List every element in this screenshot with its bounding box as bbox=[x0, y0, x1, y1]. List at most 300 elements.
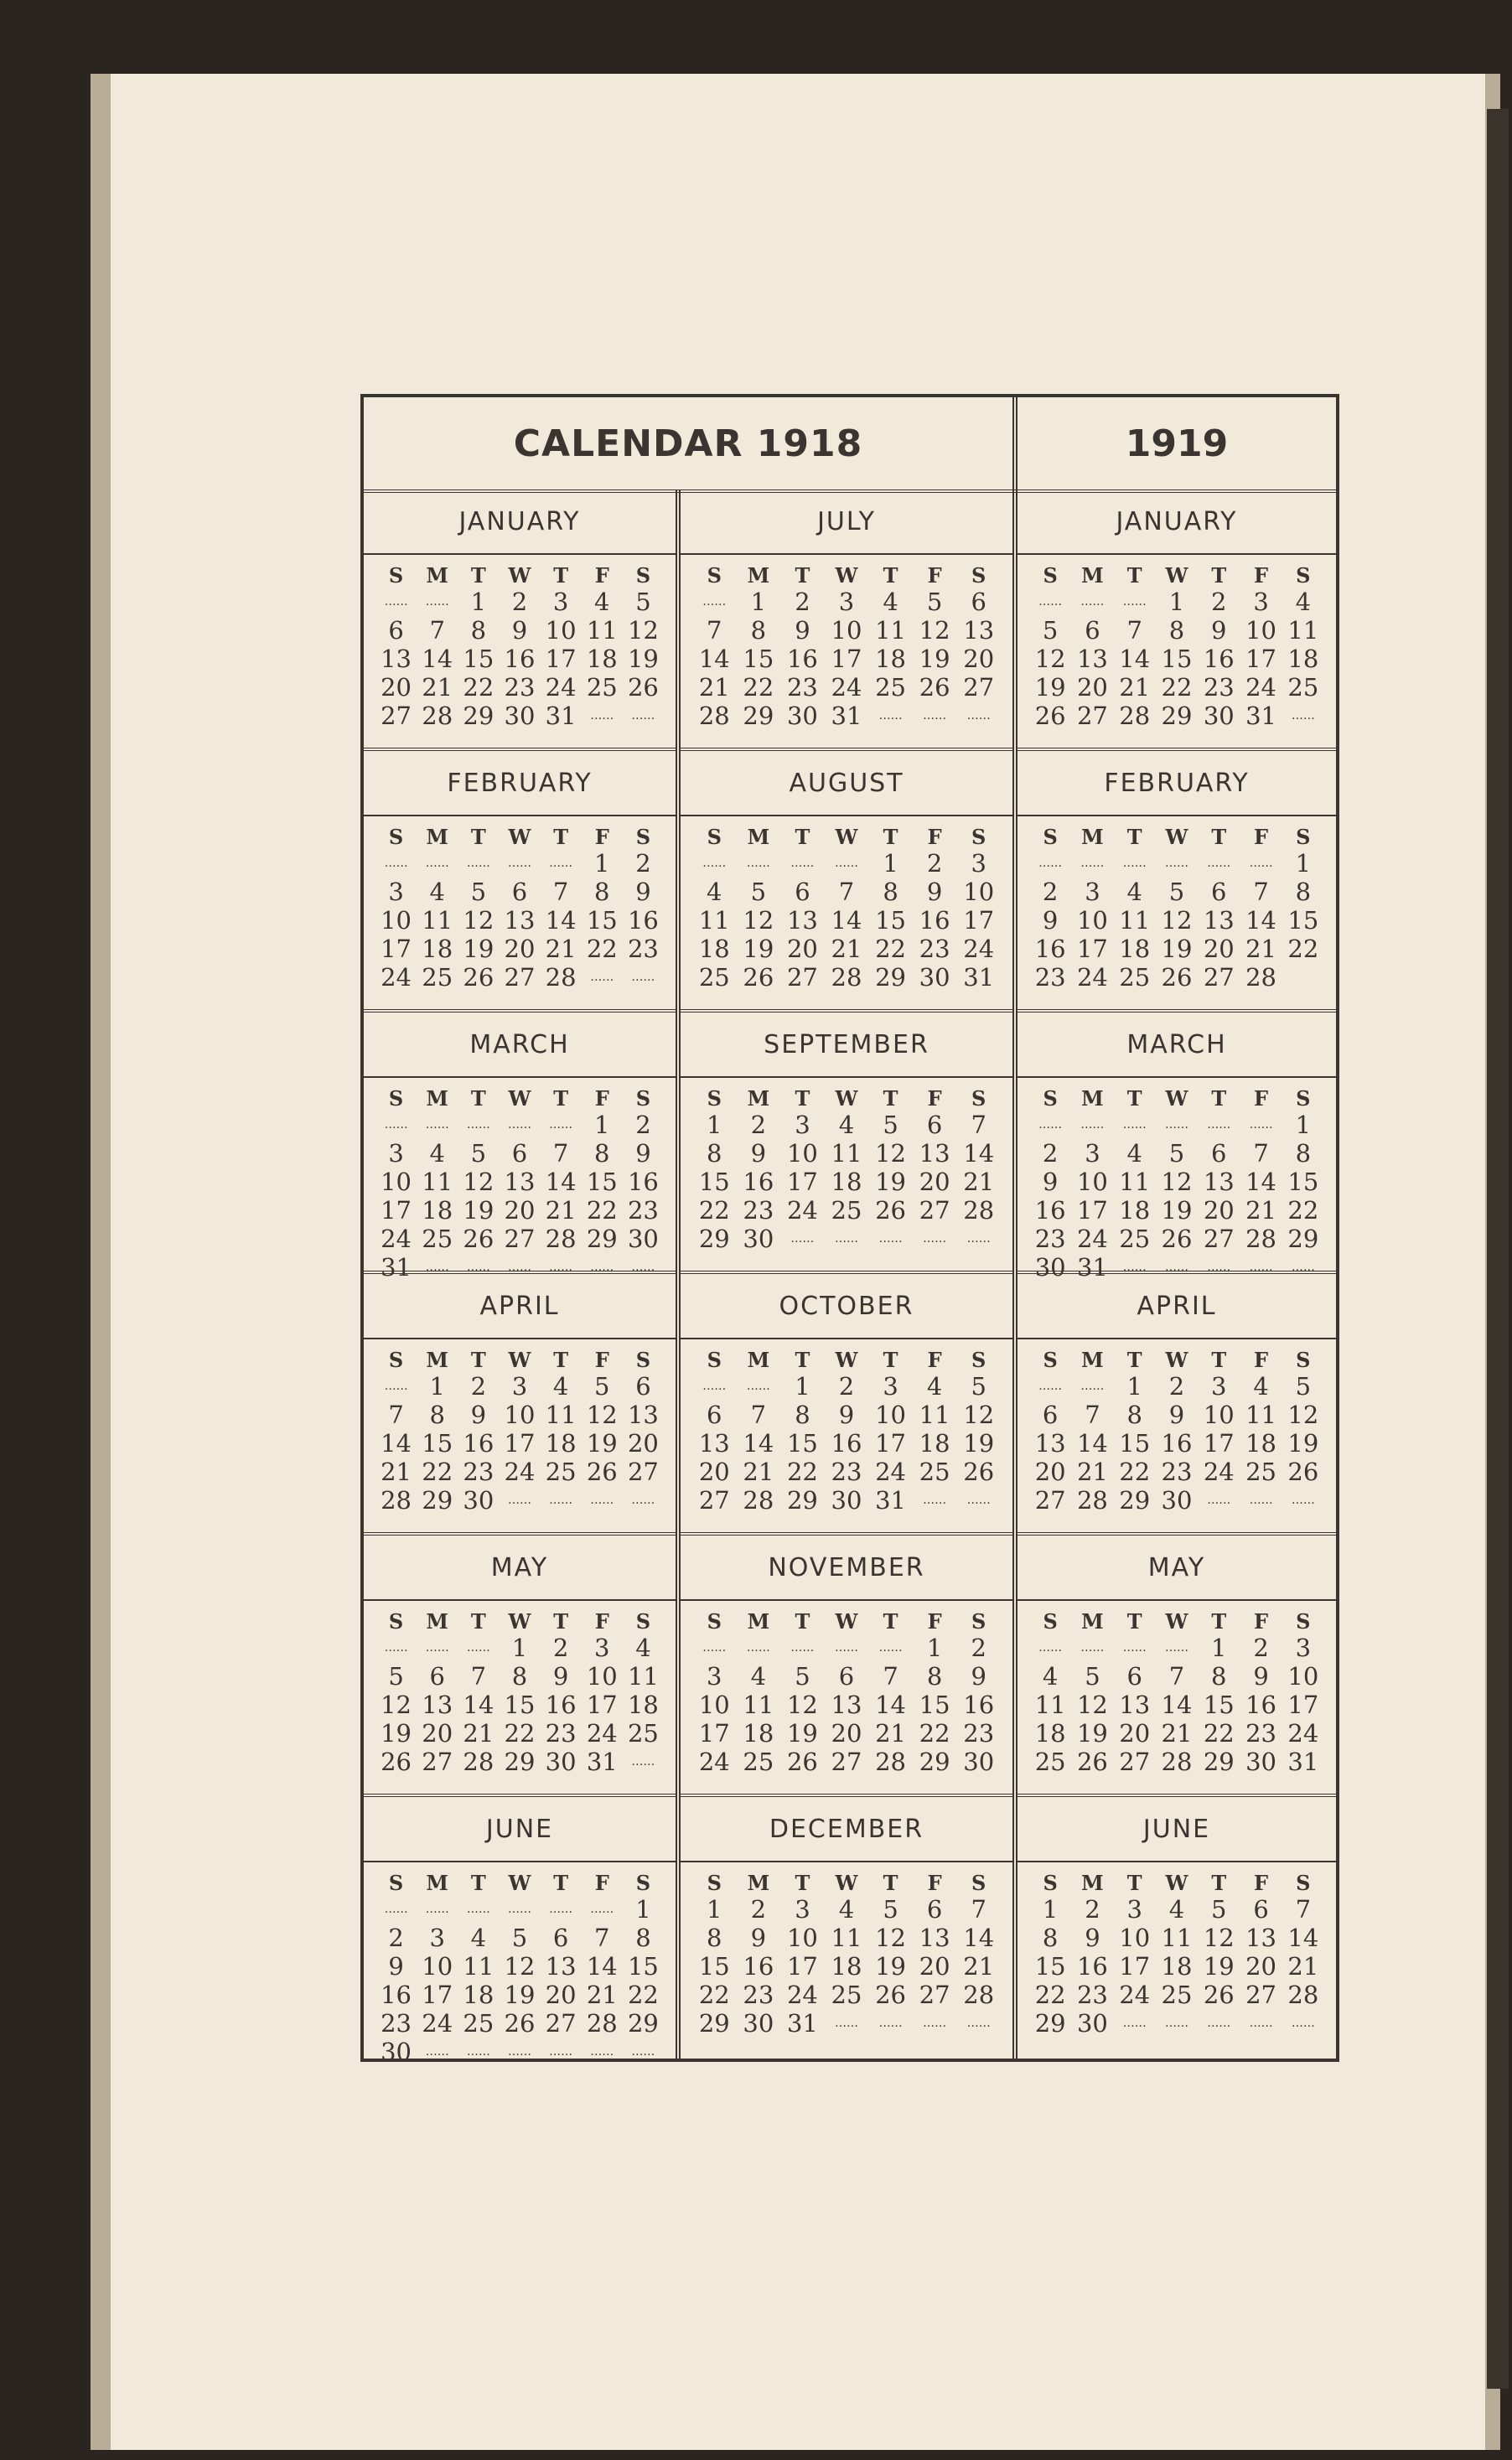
day-cell: 6 bbox=[429, 1662, 445, 1691]
weekday-label: T bbox=[553, 1348, 569, 1372]
day-cell: 18 bbox=[743, 1719, 774, 1748]
day-cell: 24 bbox=[786, 1981, 818, 2009]
weekday-header-row bbox=[681, 1348, 1012, 1372]
week-row bbox=[364, 1719, 676, 1748]
week-row bbox=[1017, 2009, 1336, 2038]
day-cell: 23 bbox=[1161, 1458, 1193, 1486]
day-cell: 16 bbox=[831, 1429, 862, 1458]
day-cell: 8 bbox=[594, 878, 610, 906]
weekday-label: S bbox=[971, 1348, 986, 1372]
week-row bbox=[681, 2009, 1012, 2038]
day-cell: 6 bbox=[926, 1895, 943, 1924]
day-cell: 4 bbox=[838, 1111, 855, 1139]
day-cell: 3 bbox=[838, 588, 855, 616]
day-cell: 2 bbox=[635, 1111, 651, 1139]
day-cell: 1 bbox=[1295, 849, 1312, 878]
week-row bbox=[364, 878, 676, 906]
day-cell: 29 bbox=[627, 2009, 659, 2038]
day-cell: 22 bbox=[504, 1719, 536, 1748]
day-cell: 3 bbox=[388, 878, 404, 906]
day-cell: 21 bbox=[1245, 935, 1277, 963]
day-cell: 23 bbox=[627, 935, 659, 963]
day-cell: 7 bbox=[1253, 1139, 1269, 1168]
day-cell: …… bbox=[834, 1641, 858, 1655]
day-cell: 4 bbox=[552, 1372, 569, 1401]
month-name: FEBRUARY bbox=[1017, 751, 1336, 816]
day-cell: 5 bbox=[1295, 1372, 1312, 1401]
day-cell: …… bbox=[746, 857, 770, 870]
day-cell: 23 bbox=[1245, 1719, 1277, 1748]
day-cell: …… bbox=[549, 1494, 573, 1507]
day-cell: 16 bbox=[1034, 935, 1066, 963]
day-cell: 5 bbox=[795, 1662, 810, 1691]
day-cell: 8 bbox=[750, 616, 767, 645]
day-cell: 11 bbox=[1245, 1401, 1277, 1429]
week-row bbox=[681, 1634, 1012, 1662]
week-row bbox=[1017, 645, 1336, 673]
day-cell: 15 bbox=[586, 906, 618, 935]
day-cell: 18 bbox=[875, 645, 907, 673]
day-cell: 29 bbox=[463, 702, 495, 730]
month-block bbox=[364, 1012, 676, 1282]
day-cell: 13 bbox=[545, 1952, 577, 1981]
day-cell: 29 bbox=[1034, 2009, 1066, 2038]
month-block bbox=[1017, 1797, 1336, 2059]
day-cell: 24 bbox=[545, 673, 577, 702]
day-cell: 18 bbox=[1161, 1952, 1193, 1981]
day-cell: 4 bbox=[1168, 1895, 1185, 1924]
weekday-label: F bbox=[594, 1871, 609, 1895]
day-cell: 26 bbox=[1076, 1748, 1108, 1776]
weekday-label: S bbox=[707, 1348, 722, 1372]
calendar-title-1918: CALENDAR 1918 bbox=[364, 397, 1017, 489]
day-cell: 20 bbox=[1245, 1952, 1277, 1981]
day-cell: 3 bbox=[1085, 1139, 1100, 1168]
day-cell: 26 bbox=[586, 1458, 618, 1486]
weekday-label: M bbox=[1081, 825, 1104, 849]
day-cell: 19 bbox=[875, 1168, 907, 1196]
day-cell: …… bbox=[1207, 1118, 1231, 1132]
week-row bbox=[1017, 849, 1336, 878]
day-cell: 10 bbox=[586, 1662, 618, 1691]
day-cell: 19 bbox=[786, 1719, 818, 1748]
weekday-header-row bbox=[1017, 1086, 1336, 1111]
weekday-label: S bbox=[1296, 1348, 1311, 1372]
day-cell: 7 bbox=[429, 616, 445, 645]
day-cell: 13 bbox=[831, 1691, 862, 1719]
day-cell: 8 bbox=[926, 1662, 943, 1691]
day-cell: 7 bbox=[1295, 1895, 1312, 1924]
weekday-label: T bbox=[553, 825, 569, 849]
day-cell: 18 bbox=[463, 1981, 495, 2009]
week-row bbox=[364, 1429, 676, 1458]
day-cell: 28 bbox=[1245, 1225, 1277, 1253]
day-cell: …… bbox=[878, 2017, 903, 2030]
week-row bbox=[1017, 906, 1336, 935]
day-cell: 5 bbox=[926, 588, 943, 616]
weekday-label: F bbox=[594, 1348, 609, 1372]
day-cell: 1 bbox=[1042, 1895, 1059, 1924]
weekday-label: W bbox=[835, 825, 858, 849]
calendar-grid bbox=[364, 489, 1336, 2066]
day-cell: …… bbox=[1122, 1261, 1147, 1274]
day-cell: 11 bbox=[545, 1401, 577, 1429]
day-cell: 3 bbox=[594, 1634, 610, 1662]
day-cell: 16 bbox=[786, 645, 818, 673]
day-cell: 17 bbox=[963, 906, 995, 935]
week-row bbox=[681, 702, 1012, 730]
day-cell: 4 bbox=[707, 878, 722, 906]
day-cell: 15 bbox=[586, 1168, 618, 1196]
day-cell: 2 bbox=[470, 1372, 487, 1401]
weekday-label: W bbox=[835, 1871, 858, 1895]
day-cell: 26 bbox=[875, 1196, 907, 1225]
day-cell: 21 bbox=[743, 1458, 774, 1486]
day-cell: 19 bbox=[463, 935, 495, 963]
month-block bbox=[364, 1797, 676, 2066]
day-cell: …… bbox=[384, 1903, 408, 1916]
day-cell: 20 bbox=[422, 1719, 453, 1748]
day-cell: 19 bbox=[1203, 1952, 1235, 1981]
day-cell: …… bbox=[1164, 857, 1188, 870]
day-cell: 11 bbox=[743, 1691, 774, 1719]
day-cell: 27 bbox=[1203, 1225, 1235, 1253]
week-row bbox=[1017, 1662, 1336, 1691]
week-row bbox=[364, 849, 676, 878]
day-cell: …… bbox=[631, 709, 655, 722]
day-cell: 14 bbox=[1245, 1168, 1277, 1196]
day-cell: 28 bbox=[1161, 1748, 1193, 1776]
day-cell: 7 bbox=[470, 1662, 487, 1691]
weekday-label: S bbox=[707, 1086, 722, 1111]
day-cell: 30 bbox=[919, 963, 950, 992]
day-cell: 10 bbox=[831, 616, 862, 645]
weekday-label: F bbox=[594, 1086, 609, 1111]
day-cell: 27 bbox=[698, 1486, 730, 1515]
week-row bbox=[364, 1458, 676, 1486]
weekday-label: T bbox=[470, 563, 486, 588]
week-row bbox=[681, 963, 1012, 992]
weekday-label: S bbox=[1296, 1086, 1311, 1111]
weekday-label: S bbox=[707, 825, 722, 849]
week-row bbox=[364, 1981, 676, 2009]
day-cell: 24 bbox=[1076, 963, 1108, 992]
day-cell: …… bbox=[590, 2045, 614, 2059]
day-cell: 12 bbox=[1287, 1401, 1319, 1429]
day-cell: 31 bbox=[786, 2009, 818, 2038]
weekday-header-row bbox=[1017, 1871, 1336, 1895]
week-row bbox=[1017, 702, 1336, 730]
day-cell: 20 bbox=[1076, 673, 1108, 702]
day-cell: 17 bbox=[381, 935, 412, 963]
day-cell: …… bbox=[966, 1494, 991, 1507]
day-cell: …… bbox=[1164, 1641, 1188, 1655]
day-cell bbox=[1282, 963, 1324, 992]
day-cell: 19 bbox=[586, 1429, 618, 1458]
day-cell: 6 bbox=[795, 878, 810, 906]
day-cell: …… bbox=[1164, 1261, 1188, 1274]
day-cell: 26 bbox=[963, 1458, 995, 1486]
day-cell: 1 bbox=[594, 1111, 610, 1139]
day-cell: …… bbox=[384, 1118, 408, 1132]
day-cell: 31 bbox=[1245, 702, 1277, 730]
week-row bbox=[364, 2009, 676, 2038]
day-cell: 3 bbox=[795, 1111, 810, 1139]
day-cell: 17 bbox=[545, 645, 577, 673]
day-cell: 7 bbox=[971, 1111, 986, 1139]
day-cell: 30 bbox=[743, 1225, 774, 1253]
day-cell: 28 bbox=[381, 1486, 412, 1515]
weekday-label: W bbox=[508, 1871, 531, 1895]
day-cell: 2 bbox=[511, 588, 528, 616]
day-cell: 20 bbox=[1203, 935, 1235, 963]
day-cell: 21 bbox=[875, 1719, 907, 1748]
day-cell: …… bbox=[590, 971, 614, 984]
weekday-header-row bbox=[1017, 825, 1336, 849]
weekday-label: T bbox=[883, 1086, 898, 1111]
weekday-label: T bbox=[883, 1871, 898, 1895]
weekday-label: M bbox=[426, 1348, 448, 1372]
weekday-header-row bbox=[681, 1871, 1012, 1895]
week-row bbox=[1017, 1372, 1336, 1401]
day-cell: 30 bbox=[831, 1486, 862, 1515]
day-cell: 10 bbox=[1076, 1168, 1108, 1196]
day-cell: 9 bbox=[838, 1401, 855, 1429]
day-cell: 5 bbox=[470, 878, 487, 906]
day-cell: …… bbox=[507, 1261, 531, 1274]
week-row bbox=[364, 1139, 676, 1168]
week-row bbox=[1017, 1401, 1336, 1429]
day-cell: 30 bbox=[381, 2038, 412, 2066]
day-cell: …… bbox=[1291, 2017, 1315, 2030]
weekday-label: T bbox=[553, 563, 569, 588]
day-cell: 30 bbox=[463, 1486, 495, 1515]
day-cell: 16 bbox=[627, 1168, 659, 1196]
day-cell: 26 bbox=[463, 963, 495, 992]
day-cell: 11 bbox=[422, 1168, 453, 1196]
weekday-label: T bbox=[470, 1609, 486, 1634]
day-cell: 22 bbox=[1119, 1458, 1151, 1486]
day-cell: 24 bbox=[422, 2009, 453, 2038]
weekday-header-row bbox=[1017, 563, 1336, 588]
day-cell: 9 bbox=[635, 878, 651, 906]
week-row bbox=[681, 1924, 1012, 1952]
day-cell: 20 bbox=[1034, 1458, 1066, 1486]
day-cell: 24 bbox=[1245, 673, 1277, 702]
month-block bbox=[364, 751, 676, 1012]
day-cell: 3 bbox=[429, 1924, 445, 1952]
day-cell: 24 bbox=[504, 1458, 536, 1486]
weekday-label: M bbox=[426, 1086, 448, 1111]
weekday-label: W bbox=[1165, 1086, 1188, 1111]
weekday-label: M bbox=[747, 1348, 770, 1372]
day-cell: 16 bbox=[1203, 645, 1235, 673]
weekday-label: F bbox=[927, 825, 942, 849]
month-name: APRIL bbox=[364, 1274, 676, 1339]
weekday-label: T bbox=[1211, 825, 1227, 849]
day-cell: 23 bbox=[504, 673, 536, 702]
day-cell: 5 bbox=[971, 1372, 986, 1401]
day-cell: 5 bbox=[470, 1139, 487, 1168]
week-row bbox=[364, 1691, 676, 1719]
week-row bbox=[1017, 1634, 1336, 1662]
day-cell: 12 bbox=[1161, 1168, 1193, 1196]
day-cell: 23 bbox=[743, 1981, 774, 2009]
weekday-label: W bbox=[1165, 1609, 1188, 1634]
week-row bbox=[1017, 1719, 1336, 1748]
day-cell: 6 bbox=[1211, 878, 1227, 906]
day-cell: 14 bbox=[875, 1691, 907, 1719]
day-cell: …… bbox=[1038, 595, 1063, 609]
day-cell: 13 bbox=[919, 1139, 950, 1168]
day-cell: …… bbox=[746, 1380, 770, 1393]
weekday-label: F bbox=[594, 825, 609, 849]
day-cell: 26 bbox=[1287, 1458, 1319, 1486]
day-cell: 24 bbox=[831, 673, 862, 702]
day-cell: 6 bbox=[1042, 1401, 1059, 1429]
day-cell: 28 bbox=[463, 1748, 495, 1776]
week-row bbox=[1017, 1486, 1336, 1515]
day-cell: …… bbox=[1164, 2017, 1188, 2030]
day-cell: …… bbox=[878, 709, 903, 722]
weekday-header-row bbox=[1017, 1348, 1336, 1372]
day-cell: 12 bbox=[627, 616, 659, 645]
day-cell: 24 bbox=[1203, 1458, 1235, 1486]
month-block bbox=[681, 1274, 1012, 1536]
day-cell: 7 bbox=[552, 878, 569, 906]
day-cell: 15 bbox=[743, 645, 774, 673]
day-cell: 19 bbox=[463, 1196, 495, 1225]
week-row bbox=[1017, 1139, 1336, 1168]
day-cell: 14 bbox=[463, 1691, 495, 1719]
week-row bbox=[681, 1662, 1012, 1691]
day-cell: 21 bbox=[963, 1168, 995, 1196]
day-cell: 3 bbox=[883, 1372, 898, 1401]
day-cell: 2 bbox=[1085, 1895, 1100, 1924]
day-cell: …… bbox=[425, 2045, 449, 2059]
day-cell: 31 bbox=[1287, 1748, 1319, 1776]
day-cell: …… bbox=[590, 709, 614, 722]
day-cell: 10 bbox=[545, 616, 577, 645]
day-cell: 6 bbox=[1126, 1662, 1142, 1691]
day-cell: 5 bbox=[1211, 1895, 1227, 1924]
weekday-header-row bbox=[1017, 1609, 1336, 1634]
week-row bbox=[681, 1748, 1012, 1776]
day-cell: 11 bbox=[875, 616, 907, 645]
day-cell: 28 bbox=[422, 702, 453, 730]
day-cell: …… bbox=[834, 2017, 858, 2030]
day-cell: 11 bbox=[831, 1139, 862, 1168]
month-block bbox=[681, 1536, 1012, 1797]
week-row bbox=[1017, 935, 1336, 963]
day-cell: 26 bbox=[919, 673, 950, 702]
weekday-header-row bbox=[364, 1348, 676, 1372]
week-row bbox=[1017, 1111, 1336, 1139]
month-block bbox=[681, 489, 1012, 751]
day-cell: 14 bbox=[545, 1168, 577, 1196]
week-row bbox=[364, 645, 676, 673]
day-cell: 7 bbox=[1253, 878, 1269, 906]
day-cell: 2 bbox=[1211, 588, 1227, 616]
day-cell: 3 bbox=[795, 1895, 810, 1924]
day-cell: 16 bbox=[627, 906, 659, 935]
day-cell: 31 bbox=[586, 1748, 618, 1776]
day-cell: 24 bbox=[875, 1458, 907, 1486]
day-cell: 16 bbox=[743, 1168, 774, 1196]
week-row bbox=[1017, 963, 1336, 992]
day-cell: 18 bbox=[698, 935, 730, 963]
day-cell: 19 bbox=[1161, 935, 1193, 963]
day-cell: 27 bbox=[1119, 1748, 1151, 1776]
day-cell: 30 bbox=[1161, 1486, 1193, 1515]
day-cell: 2 bbox=[635, 849, 651, 878]
day-cell: 24 bbox=[586, 1719, 618, 1748]
day-cell: 8 bbox=[1126, 1401, 1142, 1429]
day-cell: …… bbox=[384, 857, 408, 870]
day-cell: 14 bbox=[1287, 1924, 1319, 1952]
day-cell: …… bbox=[1291, 1261, 1315, 1274]
day-cell: …… bbox=[1291, 1494, 1315, 1507]
day-cell: 9 bbox=[750, 1139, 767, 1168]
weekday-label: F bbox=[927, 1871, 942, 1895]
day-cell: 29 bbox=[422, 1486, 453, 1515]
day-cell: 2 bbox=[1253, 1634, 1269, 1662]
day-cell: 11 bbox=[1034, 1691, 1066, 1719]
day-cell: 25 bbox=[831, 1981, 862, 2009]
weekday-label: S bbox=[707, 1871, 722, 1895]
week-row bbox=[681, 1895, 1012, 1924]
day-cell: 13 bbox=[1203, 906, 1235, 935]
day-cell: 21 bbox=[586, 1981, 618, 2009]
day-cell: 29 bbox=[1119, 1486, 1151, 1515]
day-cell: 2 bbox=[971, 1634, 986, 1662]
month-name: OCTOBER bbox=[681, 1274, 1012, 1339]
day-cell: 1 bbox=[883, 849, 898, 878]
weekday-label: S bbox=[635, 1871, 651, 1895]
day-cell: …… bbox=[549, 1118, 573, 1132]
day-cell: 8 bbox=[1295, 878, 1312, 906]
day-cell: 31 bbox=[1076, 1253, 1108, 1282]
day-cell: 21 bbox=[698, 673, 730, 702]
day-cell: …… bbox=[631, 1755, 655, 1769]
weekday-label: S bbox=[1043, 1871, 1058, 1895]
day-cell: 12 bbox=[1034, 645, 1066, 673]
day-cell: 13 bbox=[504, 906, 536, 935]
day-cell: 21 bbox=[463, 1719, 495, 1748]
weekday-label: F bbox=[1254, 1348, 1269, 1372]
day-cell: 27 bbox=[504, 1225, 536, 1253]
day-cell: 30 bbox=[786, 702, 818, 730]
day-cell: 24 bbox=[1119, 1981, 1151, 2009]
day-cell: …… bbox=[790, 1232, 815, 1246]
day-cell: 7 bbox=[552, 1139, 569, 1168]
day-cell: 13 bbox=[963, 616, 995, 645]
day-cell: 8 bbox=[707, 1139, 722, 1168]
day-cell: 16 bbox=[919, 906, 950, 935]
week-row bbox=[1017, 1952, 1336, 1981]
day-cell: …… bbox=[834, 1232, 858, 1246]
day-cell: 26 bbox=[1203, 1981, 1235, 2009]
day-cell: 29 bbox=[1287, 1225, 1319, 1253]
day-cell: 28 bbox=[1076, 1486, 1108, 1515]
day-cell: 19 bbox=[381, 1719, 412, 1748]
day-cell: 31 bbox=[381, 1253, 412, 1282]
weekday-label: T bbox=[1126, 1086, 1142, 1111]
day-cell: 18 bbox=[919, 1429, 950, 1458]
day-cell: 15 bbox=[919, 1691, 950, 1719]
day-cell: 11 bbox=[1119, 1168, 1151, 1196]
day-cell: 18 bbox=[1245, 1429, 1277, 1458]
